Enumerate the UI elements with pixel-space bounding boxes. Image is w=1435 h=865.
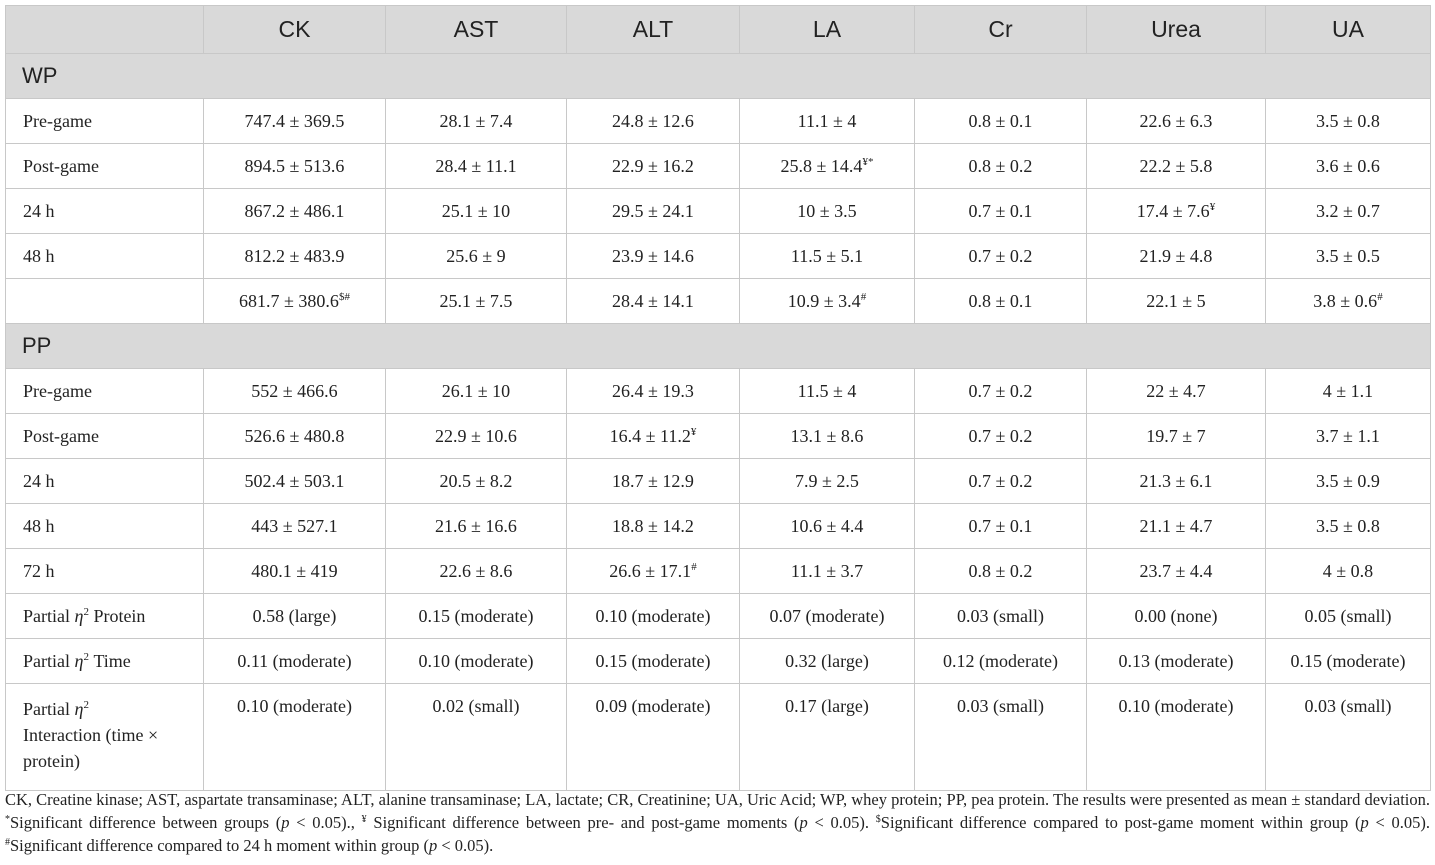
group-row-wp: [6, 54, 1431, 99]
row-label: Post-game: [6, 144, 204, 189]
biomarker-table: [5, 5, 1431, 791]
cell-urea: [1087, 459, 1266, 504]
cell-ast: [386, 189, 567, 234]
cell-urea: [1087, 369, 1266, 414]
cell-value: 0.8 ± 0.1: [968, 110, 1033, 131]
cell-ast: [386, 504, 567, 549]
cell-value: 16.4 ± 11.2: [609, 425, 691, 446]
footnote-p-value: < 0.05).: [289, 813, 351, 832]
effect-prefix: Partial: [23, 699, 75, 719]
header-cell-alt: ALT: [567, 6, 740, 54]
cell-value: 23.7 ± 4.4: [1139, 560, 1213, 581]
cell-ck: [204, 504, 386, 549]
cell-cr: [915, 504, 1087, 549]
table-row: [6, 504, 1431, 549]
cell-ast: [386, 99, 567, 144]
cell-value: 4 ± 0.8: [1322, 560, 1374, 581]
cell-ua: [1266, 99, 1431, 144]
cell-cr: [915, 549, 1087, 594]
cell-alt: [567, 549, 740, 594]
cell-la: [740, 279, 915, 324]
cell-urea: [1087, 549, 1266, 594]
footnote-p-value: < 0.05).: [437, 836, 494, 855]
cell-value: 480.1 ± 419: [251, 560, 338, 581]
table-footnote: CK, Creatine kinase; AST, aspartate transaminase; ALT, alanine transaminase; LA, lactate; CR, Creatinine; UA, Uric Acid; WP, whey protein; PP, pea protein. The results were presented as mean ± standard deviation. *Significant difference between groups (p < 0.05)., ¥ Significant difference between pre- and post-game moments (p < 0.05). $Significant difference compared to post-game moment within group (p < 0.05). #Significant difference compared to 24 h moment within group (p < 0.05).: [5, 790, 1430, 855]
significance-marker: ¥: [690, 425, 697, 438]
effect-label-line2: Interaction (time ×: [23, 725, 159, 745]
cell-value: 21.6 ± 16.6: [435, 515, 517, 536]
footnote-hash-symbol: #: [5, 837, 10, 848]
cell-value: 552 ± 466.6: [251, 380, 338, 401]
cell-ast: 0.10 (moderate): [386, 639, 567, 684]
cell-alt: [567, 279, 740, 324]
effect-label: [6, 594, 204, 639]
header-cell-ua: UA: [1266, 6, 1431, 54]
cell-ua: [1266, 504, 1431, 549]
table-container: [5, 5, 1430, 791]
table-row: [6, 459, 1431, 504]
cell-la: [740, 549, 915, 594]
cell-ck: [204, 414, 386, 459]
cell-value: 18.8 ± 14.2: [612, 515, 694, 536]
cell-ua: 0.15 (moderate): [1266, 639, 1431, 684]
cell-ua: [1266, 369, 1431, 414]
eta-power: 2: [83, 605, 89, 618]
cell-ck: [204, 279, 386, 324]
cell-ua: 0.03 (small): [1266, 684, 1431, 791]
row-label: 48 h: [6, 234, 204, 279]
header-cell-la: LA: [740, 6, 915, 54]
eta-symbol: [75, 651, 89, 671]
cell-ck: [204, 234, 386, 279]
header-cell-blank: [6, 6, 204, 54]
cell-value: 747.4 ± 369.5: [244, 110, 345, 131]
cell-value: 22.2 ± 5.8: [1139, 155, 1213, 176]
row-label: 48 h: [6, 504, 204, 549]
footnote-dollar-symbol: $: [875, 814, 881, 825]
table-row: [6, 279, 1431, 324]
cell-la: [740, 99, 915, 144]
cell-value: 22.9 ± 16.2: [612, 155, 694, 176]
cell-ua: [1266, 234, 1431, 279]
footnote-p-var: p: [799, 813, 808, 832]
cell-ck: [204, 369, 386, 414]
cell-ck: [204, 549, 386, 594]
cell-value: 0.7 ± 0.2: [968, 425, 1033, 446]
cell-value: 3.6 ± 0.6: [1316, 155, 1380, 176]
effect-prefix: Partial: [23, 605, 75, 626]
cell-la: [740, 144, 915, 189]
cell-ast: [386, 414, 567, 459]
cell-value: 3.5 ± 0.5: [1316, 245, 1380, 266]
cell-value: 24.8 ± 12.6: [612, 110, 694, 131]
cell-alt: [567, 99, 740, 144]
cell-value: 22 ± 4.7: [1146, 380, 1206, 401]
cell-value: 443 ± 527.1: [251, 515, 338, 536]
cell-value: 22.6 ± 6.3: [1139, 110, 1213, 131]
footnote-star-symbol: *: [5, 814, 10, 825]
cell-value: 25.6 ± 9: [446, 245, 506, 266]
cell-ua: 0.05 (small): [1266, 594, 1431, 639]
cell-cr: [915, 279, 1087, 324]
significance-marker: #: [1377, 290, 1383, 303]
effect-suffix: Protein: [88, 605, 146, 626]
cell-urea: [1087, 99, 1266, 144]
cell-value: 19.7 ± 7: [1146, 425, 1206, 446]
footnote-p-var: p: [281, 813, 290, 832]
cell-urea: [1087, 144, 1266, 189]
header-cell-cr: Cr: [915, 6, 1087, 54]
cell-value: 26.4 ± 19.3: [612, 380, 694, 401]
eta-power: 2: [83, 699, 89, 711]
cell-urea: [1087, 414, 1266, 459]
cell-value: 867.2 ± 486.1: [244, 200, 345, 221]
cell-ast: [386, 279, 567, 324]
footnote-abbreviations: CK, Creatine kinase; AST, aspartate transaminase; ALT, alanine transaminase; LA, lactate; CR, Creatinine; UA, Uric Acid; WP, whey protein; PP, pea protein. The results were presented as mean ± standard deviation.: [5, 790, 1430, 809]
row-label: Post-game: [6, 414, 204, 459]
cell-cr: 0.12 (moderate): [915, 639, 1087, 684]
cell-alt: [567, 459, 740, 504]
cell-urea: [1087, 189, 1266, 234]
cell-alt: [567, 234, 740, 279]
footnote-yen-text: Significant difference between pre- and post-game moments (: [366, 813, 800, 832]
eta-letter: η: [74, 699, 84, 719]
cell-alt: [567, 144, 740, 189]
cell-cr: [915, 189, 1087, 234]
cell-ast: 0.15 (moderate): [386, 594, 567, 639]
cell-value: 23.9 ± 14.6: [612, 245, 694, 266]
cell-value: 0.8 ± 0.1: [968, 290, 1033, 311]
cell-value: 17.4 ± 7.6: [1136, 200, 1210, 221]
cell-value: 812.2 ± 483.9: [244, 245, 345, 266]
cell-ck: 0.58 (large): [204, 594, 386, 639]
cell-value: 0.7 ± 0.1: [968, 200, 1033, 221]
row-label: [6, 279, 204, 324]
table-row: [6, 189, 1431, 234]
cell-cr: 0.03 (small): [915, 684, 1087, 791]
cell-ck: [204, 144, 386, 189]
cell-la: 0.07 (moderate): [740, 594, 915, 639]
significance-marker: ¥*: [862, 155, 874, 168]
cell-value: 28.1 ± 7.4: [439, 110, 513, 131]
cell-value: 22.6 ± 8.6: [439, 560, 513, 581]
cell-ck: [204, 99, 386, 144]
cell-alt: [567, 414, 740, 459]
cell-urea: 0.00 (none): [1087, 594, 1266, 639]
cell-value: 25.8 ± 14.4: [780, 155, 863, 176]
effect-row: [6, 684, 1431, 791]
group-label: WP: [6, 54, 1431, 99]
cell-ast: [386, 234, 567, 279]
footnote-p-value: < 0.05).: [807, 813, 870, 832]
cell-value: 25.1 ± 10: [441, 200, 511, 221]
cell-alt: 0.15 (moderate): [567, 639, 740, 684]
cell-ast: 0.02 (small): [386, 684, 567, 791]
cell-value: 21.1 ± 4.7: [1139, 515, 1213, 536]
cell-value: 4 ± 1.1: [1322, 380, 1374, 401]
footnote-hash-text: Significant difference compared to 24 h moment within group (: [10, 836, 429, 855]
cell-value: 0.8 ± 0.2: [968, 155, 1033, 176]
eta-symbol: [75, 699, 89, 719]
cell-value: 681.7 ± 380.6: [239, 290, 339, 311]
cell-value: 10 ± 3.5: [797, 200, 857, 221]
cell-ast: [386, 459, 567, 504]
effect-row: [6, 594, 1431, 639]
cell-value: 894.5 ± 513.6: [244, 155, 345, 176]
cell-la: 0.17 (large): [740, 684, 915, 791]
significance-marker: ¥: [1209, 200, 1216, 213]
footnote-dollar-text: Significant difference compared to post-game moment within group (: [880, 813, 1361, 832]
cell-cr: [915, 369, 1087, 414]
significance-marker: $#: [338, 290, 350, 303]
cell-ua: [1266, 459, 1431, 504]
effect-suffix: Time: [88, 650, 131, 671]
cell-value: 3.5 ± 0.8: [1316, 515, 1380, 536]
footnote-p-var: p: [1360, 813, 1369, 832]
table-row: [6, 144, 1431, 189]
cell-value: 3.7 ± 1.1: [1316, 425, 1380, 446]
cell-cr: 0.03 (small): [915, 594, 1087, 639]
eta-symbol: [75, 606, 89, 626]
cell-value: 3.8 ± 0.6: [1313, 290, 1378, 311]
cell-value: 18.7 ± 12.9: [612, 470, 694, 491]
header-cell-urea: Urea: [1087, 6, 1266, 54]
effect-prefix: Partial: [23, 650, 75, 671]
cell-value: 25.1 ± 7.5: [439, 290, 513, 311]
cell-la: 0.32 (large): [740, 639, 915, 684]
effect-row: [6, 639, 1431, 684]
cell-value: 26.1 ± 10: [441, 380, 511, 401]
row-label: 72 h: [6, 549, 204, 594]
cell-ck: 0.11 (moderate): [204, 639, 386, 684]
row-label: Pre-game: [6, 369, 204, 414]
table-row: [6, 234, 1431, 279]
row-label: Pre-game: [6, 99, 204, 144]
cell-cr: [915, 234, 1087, 279]
cell-value: 3.5 ± 0.8: [1316, 110, 1380, 131]
cell-value: 0.7 ± 0.2: [968, 470, 1033, 491]
cell-value: 526.6 ± 480.8: [244, 425, 345, 446]
row-label: 24 h: [6, 189, 204, 234]
cell-value: 29.5 ± 24.1: [612, 200, 694, 221]
cell-cr: [915, 144, 1087, 189]
cell-value: 26.6 ± 17.1: [609, 560, 692, 581]
cell-urea: [1087, 279, 1266, 324]
cell-cr: [915, 99, 1087, 144]
cell-urea: 0.13 (moderate): [1087, 639, 1266, 684]
cell-value: 502.4 ± 503.1: [244, 470, 345, 491]
cell-la: [740, 504, 915, 549]
cell-value: 13.1 ± 8.6: [790, 425, 864, 446]
cell-la: [740, 369, 915, 414]
footnote-p-var: p: [428, 836, 438, 855]
cell-value: 21.3 ± 6.1: [1139, 470, 1213, 491]
cell-la: [740, 234, 915, 279]
cell-value: 3.2 ± 0.7: [1316, 200, 1380, 221]
cell-value: 7.9 ± 2.5: [795, 470, 859, 491]
group-row-pp: [6, 324, 1431, 369]
cell-value: 0.7 ± 0.1: [968, 515, 1033, 536]
cell-value: 3.5 ± 0.9: [1316, 470, 1380, 491]
cell-urea: [1087, 504, 1266, 549]
cell-value: 10.9 ± 3.4: [787, 290, 861, 311]
cell-urea: 0.10 (moderate): [1087, 684, 1266, 791]
cell-value: 11.1 ± 3.7: [790, 560, 864, 581]
effect-label-line3: protein): [23, 751, 80, 771]
cell-value: 0.7 ± 0.2: [968, 245, 1033, 266]
eta-letter: η: [74, 650, 84, 671]
cell-alt: [567, 369, 740, 414]
significance-marker: #: [860, 290, 867, 303]
cell-ck: 0.10 (moderate): [204, 684, 386, 791]
cell-ua: [1266, 144, 1431, 189]
cell-alt: 0.09 (moderate): [567, 684, 740, 791]
cell-la: [740, 189, 915, 234]
cell-value: 20.5 ± 8.2: [439, 470, 513, 491]
cell-value: 11.5 ± 5.1: [790, 245, 864, 266]
cell-ua: [1266, 189, 1431, 234]
significance-marker: #: [691, 560, 697, 573]
cell-value: 22.1 ± 5: [1146, 290, 1206, 311]
header-row: [6, 6, 1431, 54]
table-row: [6, 99, 1431, 144]
cell-value: 22.9 ± 10.6: [435, 425, 517, 446]
table-row: [6, 414, 1431, 459]
cell-value: 11.1 ± 4: [797, 110, 857, 131]
cell-alt: [567, 189, 740, 234]
cell-la: [740, 459, 915, 504]
cell-value: 21.9 ± 4.8: [1139, 245, 1213, 266]
cell-ast: [386, 144, 567, 189]
eta-letter: η: [74, 605, 84, 626]
eta-power: 2: [83, 650, 89, 663]
cell-value: 0.7 ± 0.2: [968, 380, 1033, 401]
effect-label: [6, 639, 204, 684]
cell-cr: [915, 459, 1087, 504]
table-row: [6, 549, 1431, 594]
cell-value: 0.8 ± 0.2: [968, 560, 1033, 581]
cell-ua: [1266, 414, 1431, 459]
cell-urea: [1087, 234, 1266, 279]
cell-ua: [1266, 279, 1431, 324]
footnote-yen-symbol: ¥: [361, 814, 367, 825]
effect-label: [6, 684, 204, 791]
cell-value: 10.6 ± 4.4: [790, 515, 864, 536]
cell-alt: [567, 504, 740, 549]
table-row: [6, 369, 1431, 414]
footnote-star-text: Significant difference between groups (: [10, 813, 282, 832]
cell-alt: 0.10 (moderate): [567, 594, 740, 639]
cell-value: 28.4 ± 14.1: [612, 290, 694, 311]
header-cell-ck: CK: [204, 6, 386, 54]
cell-la: [740, 414, 915, 459]
footnote-p-value: < 0.05).: [1368, 813, 1430, 832]
header-cell-ast: AST: [386, 6, 567, 54]
cell-ua: [1266, 549, 1431, 594]
cell-ck: [204, 459, 386, 504]
cell-value: 11.5 ± 4: [797, 380, 857, 401]
cell-cr: [915, 414, 1087, 459]
cell-value: 28.4 ± 11.1: [435, 155, 517, 176]
row-label: 24 h: [6, 459, 204, 504]
cell-ck: [204, 189, 386, 234]
cell-ast: [386, 369, 567, 414]
group-label: PP: [6, 324, 1431, 369]
cell-ast: [386, 549, 567, 594]
